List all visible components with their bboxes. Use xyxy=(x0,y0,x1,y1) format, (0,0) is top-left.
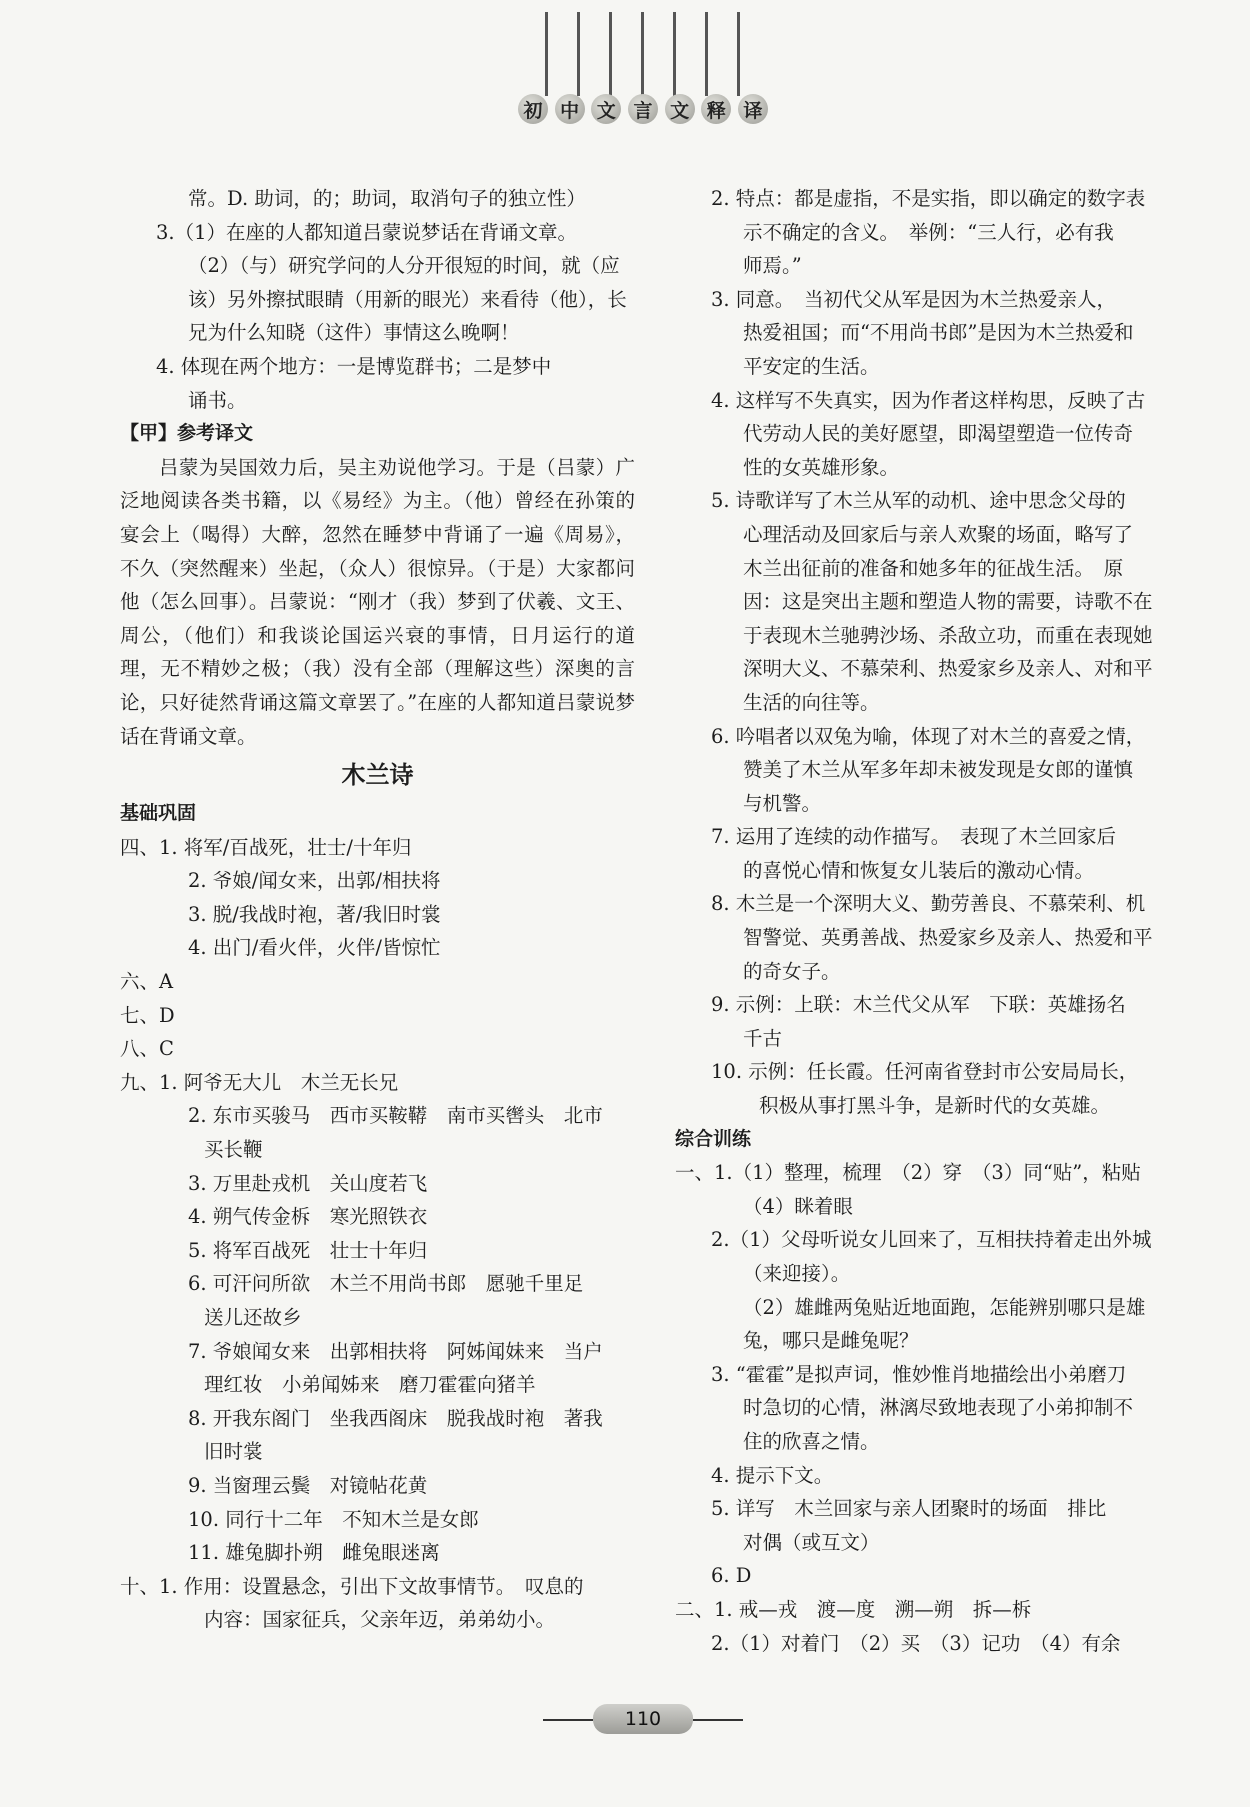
answer-line: 2. 东市买骏马 西市买鞍鞯 南市买辔头 北市 xyxy=(188,1104,603,1128)
answer-line: 9. 当窗理云鬓 对镜帖花黄 xyxy=(188,1473,428,1497)
answer-line: 6. 可汗问所欲 木兰不用尚书郎 愿驰千里足 xyxy=(188,1272,584,1296)
answer-line: （4）眯着眼 xyxy=(743,1194,853,1218)
book-title xyxy=(518,92,768,126)
answer-line: 九、1. 阿爷无大儿 木兰无长兄 xyxy=(120,1070,399,1094)
reference-translation-heading: 【甲】参考译文 xyxy=(120,422,254,445)
answer-line: 7. 运用了连续的动作描写。 表现了木兰回家后 xyxy=(711,825,1117,849)
answer-line: 旧时裳 xyxy=(204,1440,263,1464)
answer-line: 六、A xyxy=(120,970,174,994)
answer-line: 示不确定的含义。 举例：“三人行，必有我 xyxy=(743,220,1114,244)
section-heading-basic: 基础巩固 xyxy=(120,802,197,825)
footer-rule-left xyxy=(543,1719,593,1721)
answer-line: 赞美了木兰从军多年却未被发现是女郎的谨慎 xyxy=(743,758,1134,782)
answer-line: 2.（1）父母听说女儿回来了，互相扶持着走出外城 xyxy=(711,1228,1152,1252)
answer-line: （来迎接）。 xyxy=(743,1262,851,1285)
reference-translation-text: 吕蒙为吴国效力后，吴主劝说他学习。于是（吕蒙）广泛地阅读各类书籍，以《易经》为主。（他）曾经在孙策的宴会上（喝得）大醉，忽然在睡梦中背诵了一遍《周易》，不久（突然醒来）坐起，（众人）很惊异。（于是）大家都问他（怎么回事）。吕蒙说：“刚才（我）梦到了伏羲、文王、周公，（他们）和我谈论国运兴衰的事情，日月运行的道理，无不精妙之极；（我）没有全部（理解这些）深奥的言论，只好徒然背诵这篇文章罢了。”在座的人都知道吕蒙说梦话在背诵文章。 xyxy=(120,455,635,748)
answer-line: 4. 出门/看火伴，火伴/皆惊忙 xyxy=(188,936,441,960)
answer-line: 常。D. 助词，的；助词，取消句子的独立性） xyxy=(188,187,586,210)
section-heading-comprehensive: 综合训练 xyxy=(675,1127,752,1150)
answer-line: 诵书。 xyxy=(188,388,247,412)
answer-line: 5. 详写 木兰回家与亲人团聚时的场面 排比 xyxy=(711,1497,1107,1521)
answer-line: 4. 朔气传金柝 寒光照铁衣 xyxy=(188,1205,428,1229)
answer-line: 8. 木兰是一个深明大义、勤劳善良、不慕荣利、机 xyxy=(711,892,1146,916)
footer-rule-right xyxy=(693,1719,743,1721)
answer-line: 2. 特点：都是虚指，不是实指，即以确定的数字表 xyxy=(711,187,1146,210)
book-title-char: 初 xyxy=(518,94,548,124)
answer-line: 3. 同意。 当初代父从军是因为木兰热爱亲人， xyxy=(711,287,1117,311)
answer-line: 内容：国家征兵，父亲年迈，弟弟幼小。 xyxy=(204,1608,556,1632)
answer-line: 生活的向往等。 xyxy=(743,690,880,714)
answer-line: 6. 吟唱者以双兔为喻，体现了对木兰的喜爱之情， xyxy=(711,724,1146,748)
answer-line: 智警觉、英勇善战、热爱家乡及亲人、热爱和平 xyxy=(743,926,1153,950)
book-title-char: 文 xyxy=(591,94,621,124)
answer-line: 深明大义、不慕荣利、热爱家乡及亲人、对和平 xyxy=(743,657,1153,681)
answer-line: 四、1. 将军/百战死，壮士/十年归 xyxy=(120,835,412,859)
answer-line: 兄为什么知晓（这件）事情这么晚啊！ xyxy=(188,321,520,345)
answer-line: 4. 体现在两个地方：一是博览群书；二是梦中 xyxy=(156,354,552,378)
answer-line: 积极从事打黑斗争，是新时代的女英雄。 xyxy=(759,1094,1111,1118)
answer-line: 2. 爷娘/闻女来，出郭/相扶将 xyxy=(188,869,441,893)
header-decoration-lines xyxy=(535,12,745,102)
answer-line: 的喜悦心情和恢复女儿装后的激动心情。 xyxy=(743,858,1095,882)
answer-line: 于表现木兰驰骋沙场、杀敌立功，而重在表现她 xyxy=(743,623,1153,647)
answer-line: 性的女英雄形象。 xyxy=(743,455,900,479)
answer-line: 师焉。” xyxy=(743,254,802,278)
answer-line: （2）（与）研究学问的人分开很短的时间，就（应 xyxy=(188,254,620,278)
answer-line: 3. 脱/我战时袍，著/我旧时裳 xyxy=(188,902,441,926)
answer-line: 3. “霍霍”是拟声词，惟妙惟肖地描绘出小弟磨刀 xyxy=(711,1362,1127,1386)
answer-line: 十、1. 作用：设置悬念，引出下文故事情节。 叹息的 xyxy=(120,1574,584,1598)
answer-line: 6. D xyxy=(711,1564,752,1588)
answer-line: 一、1.（1）整理，梳理 （2）穿 （3）同“贴”，粘贴 xyxy=(675,1161,1141,1185)
answer-line: 10. 同行十二年 不知木兰是女郎 xyxy=(188,1507,479,1531)
answer-line: 4. 提示下文。 xyxy=(711,1463,834,1487)
answer-line: 买长鞭 xyxy=(204,1138,263,1162)
answer-line: 该）另外擦拭眼睛（用新的眼光）来看待（他），长 xyxy=(188,287,627,311)
answer-line: 2.（1）对着门 （2）买 （3）记功 （4）有余 xyxy=(711,1631,1121,1655)
answer-line: 心理活动及回家后与亲人欢聚的场面，略写了 xyxy=(743,522,1134,546)
answer-line: 因：这是突出主题和塑造人物的需要，诗歌不在 xyxy=(743,590,1153,614)
poem-title: 木兰诗 xyxy=(341,761,414,790)
answer-line: 8. 开我东阁门 坐我西阁床 脱我战时袍 著我 xyxy=(188,1406,603,1430)
page-footer xyxy=(0,1700,1250,1740)
book-title-char: 言 xyxy=(628,94,658,124)
book-title-char: 释 xyxy=(701,94,731,124)
answer-line: 的奇女子。 xyxy=(743,959,841,983)
answer-line: 木兰出征前的准备和她多年的征战生活。 原 xyxy=(743,556,1124,580)
answer-line: 七、D xyxy=(120,1003,175,1027)
answer-line: （2）雄雌两兔贴近地面跑，怎能辨别哪只是雄 xyxy=(743,1295,1146,1319)
answer-line: 兔，哪只是雌兔呢？ xyxy=(743,1329,919,1353)
page-number: 110 xyxy=(593,1704,693,1734)
answer-line: 代劳动人民的美好愿望，即渴望塑造一位传奇 xyxy=(743,422,1134,446)
answer-line: 平安定的生活。 xyxy=(743,354,880,378)
answer-line: 5. 诗歌详写了木兰从军的动机、途中思念父母的 xyxy=(711,489,1126,513)
answer-line: 时急切的心情，淋漓尽致地表现了小弟抑制不 xyxy=(743,1396,1134,1420)
book-title-char: 文 xyxy=(665,94,695,124)
answer-line: 送儿还故乡 xyxy=(204,1306,302,1329)
answer-line: 理红妆 小弟闻姊来 磨刀霍霍向猪羊 xyxy=(204,1373,536,1397)
answer-line: 二、1. 戒—戎 渡—度 溯—朔 拆—柝 xyxy=(675,1597,1032,1621)
answer-line: 11. 雄兔脚扑朔 雌兔眼迷离 xyxy=(188,1541,440,1565)
answer-line: 10. 示例：任长霞。任河南省登封市公安局局长， xyxy=(711,1060,1139,1084)
book-title-char: 译 xyxy=(738,94,768,124)
answer-line: 5. 将军百战死 壮士十年归 xyxy=(188,1238,428,1262)
answer-line: 与机警。 xyxy=(743,791,822,815)
answer-line: 千古 xyxy=(743,1026,783,1050)
page-header xyxy=(0,0,1250,130)
answer-line: 4. 这样写不失真实，因为作者这样构思，反映了古 xyxy=(711,388,1146,412)
answer-line: 7. 爷娘闻女来 出郭相扶将 阿姊闻妹来 当户 xyxy=(188,1339,603,1363)
answer-line: 八、C xyxy=(120,1037,174,1061)
answer-line: 住的欣喜之情。 xyxy=(743,1429,880,1453)
book-title-char: 中 xyxy=(555,94,585,124)
left-column xyxy=(120,182,635,1637)
answer-line: 3.（1）在座的人都知道吕蒙说梦话在背诵文章。 xyxy=(156,220,578,244)
answer-line: 3. 万里赴戎机 关山度若飞 xyxy=(188,1171,428,1195)
right-column xyxy=(675,182,1175,1660)
answer-line: 对偶（或互文） xyxy=(743,1530,880,1554)
answer-line: 9. 示例：上联：木兰代父从军 下联：英雄扬名 xyxy=(711,993,1126,1017)
answer-line: 热爱祖国；而“不用尚书郎”是因为木兰热爱和 xyxy=(743,321,1134,345)
